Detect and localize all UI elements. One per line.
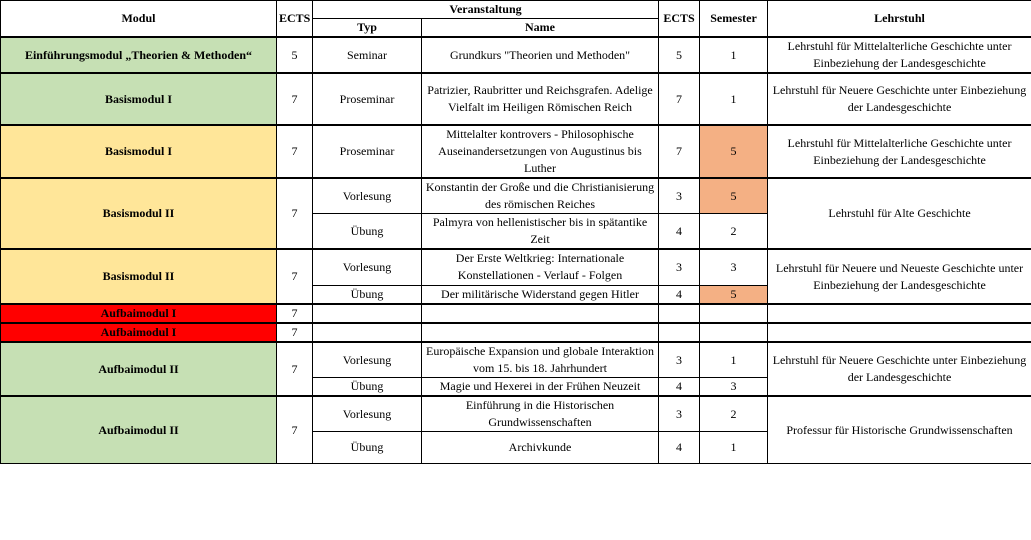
ects-cell: 7 xyxy=(277,323,313,342)
typ-cell: Übung xyxy=(313,432,422,464)
lehrstuhl-cell: Lehrstuhl für Neuere Geschichte unter Einbeziehung der Landesgeschichte xyxy=(768,73,1031,125)
lehrstuhl-cell: Lehrstuhl für Alte Geschichte xyxy=(768,178,1031,249)
modul-cell: Basismodul II xyxy=(1,249,277,304)
table-row xyxy=(1,125,1031,178)
ects-cell: 7 xyxy=(277,73,313,125)
course-ects-cell xyxy=(659,304,700,323)
semester-cell xyxy=(700,323,768,342)
semester-cell: 2 xyxy=(700,214,768,250)
ects-cell: 7 xyxy=(277,125,313,178)
header-name: Name xyxy=(422,19,659,38)
typ-cell: Übung xyxy=(313,285,422,304)
course-ects-cell: 7 xyxy=(659,73,700,125)
name-cell: Konstantin der Große und die Christianisierung des römischen Reiches xyxy=(422,178,659,214)
name-cell: Palmyra von hellenistischer bis in spätantike Zeit xyxy=(422,214,659,250)
ects-cell: 7 xyxy=(277,249,313,304)
typ-cell: Vorlesung xyxy=(313,249,422,285)
header-ects-course: ECTS xyxy=(659,1,700,38)
name-cell: Magie und Hexerei in der Frühen Neuzeit xyxy=(422,378,659,397)
header-semester: Semester xyxy=(700,1,768,38)
name-cell: Archivkunde xyxy=(422,432,659,464)
ects-cell: 7 xyxy=(277,342,313,396)
lehrstuhl-cell: Lehrstuhl für Neuere Geschichte unter Einbeziehung der Landesgeschichte xyxy=(768,342,1031,396)
typ-cell: Seminar xyxy=(313,37,422,73)
name-cell: Grundkurs "Theorien und Methoden" xyxy=(422,37,659,73)
course-ects-cell: 3 xyxy=(659,249,700,285)
semester-cell: 3 xyxy=(700,378,768,397)
course-ects-cell: 4 xyxy=(659,432,700,464)
semester-cell: 5 xyxy=(700,285,768,304)
semester-cell: 1 xyxy=(700,342,768,378)
lehrstuhl-cell xyxy=(768,304,1031,323)
lehrstuhl-cell: Lehrstuhl für Mittelalterliche Geschichte unter Einbeziehung der Landesgeschichte xyxy=(768,37,1031,73)
header-modul: Modul xyxy=(1,1,277,38)
typ-cell: Vorlesung xyxy=(313,396,422,432)
table-row xyxy=(1,249,1031,285)
name-cell: Der Erste Weltkrieg: Internationale Konstellationen - Verlauf - Folgen xyxy=(422,249,659,285)
header-ects: ECTS xyxy=(277,1,313,38)
modul-cell: Aufbaimodul I xyxy=(1,304,277,323)
course-ects-cell: 4 xyxy=(659,214,700,250)
modul-cell: Aufbaimodul I xyxy=(1,323,277,342)
modul-cell: Einführungsmodul „Theorien & Methoden“ xyxy=(1,37,277,73)
course-ects-cell: 3 xyxy=(659,178,700,214)
modul-cell: Basismodul II xyxy=(1,178,277,249)
modul-cell: Aufbaimodul II xyxy=(1,342,277,396)
semester-cell: 5 xyxy=(700,125,768,178)
ects-cell: 7 xyxy=(277,304,313,323)
name-cell: Patrizier, Raubritter und Reichsgrafen. Adelige Vielfalt im Heiligen Römischen Reich xyxy=(422,73,659,125)
modul-cell: Basismodul I xyxy=(1,125,277,178)
ects-cell: 5 xyxy=(277,37,313,73)
semester-cell: 2 xyxy=(700,396,768,432)
name-cell xyxy=(422,323,659,342)
name-cell xyxy=(422,304,659,323)
semester-cell: 5 xyxy=(700,178,768,214)
semester-cell: 1 xyxy=(700,37,768,73)
header-typ: Typ xyxy=(313,19,422,38)
course-ects-cell: 3 xyxy=(659,342,700,378)
typ-cell xyxy=(313,304,422,323)
course-ects-cell: 3 xyxy=(659,396,700,432)
table-row xyxy=(1,323,1031,342)
ects-cell: 7 xyxy=(277,178,313,249)
typ-cell: Übung xyxy=(313,378,422,397)
table-row xyxy=(1,37,1031,73)
header-veranstaltung: Veranstaltung xyxy=(313,1,659,19)
table-row xyxy=(1,73,1031,125)
name-cell: Einführung in die Historischen Grundwissenschaften xyxy=(422,396,659,432)
course-ects-cell xyxy=(659,323,700,342)
semester-cell xyxy=(700,304,768,323)
lehrstuhl-cell: Lehrstuhl für Mittelalterliche Geschichte unter Einbeziehung der Landesgeschichte xyxy=(768,125,1031,178)
table-row xyxy=(1,396,1031,432)
typ-cell: Übung xyxy=(313,214,422,250)
course-ects-cell: 5 xyxy=(659,37,700,73)
typ-cell: Proseminar xyxy=(313,73,422,125)
semester-cell: 3 xyxy=(700,249,768,285)
semester-cell: 1 xyxy=(700,432,768,464)
name-cell: Mittelalter kontrovers - Philosophische Auseinandersetzungen von Augustinus bis Luther xyxy=(422,125,659,178)
table-row xyxy=(1,304,1031,323)
semester-cell: 1 xyxy=(700,73,768,125)
typ-cell: Proseminar xyxy=(313,125,422,178)
table-row xyxy=(1,342,1031,378)
header-lehrstuhl: Lehrstuhl xyxy=(768,1,1031,38)
modul-cell: Basismodul I xyxy=(1,73,277,125)
lehrstuhl-cell xyxy=(768,323,1031,342)
ects-cell: 7 xyxy=(277,396,313,464)
table-row xyxy=(1,178,1031,214)
course-ects-cell: 7 xyxy=(659,125,700,178)
typ-cell xyxy=(313,323,422,342)
lehrstuhl-cell: Professur für Historische Grundwissenschaften xyxy=(768,396,1031,464)
modul-cell: Aufbaimodul II xyxy=(1,396,277,464)
typ-cell: Vorlesung xyxy=(313,342,422,378)
lehrstuhl-cell: Lehrstuhl für Neuere und Neueste Geschichte unter Einbeziehung der Landesgeschichte xyxy=(768,249,1031,304)
typ-cell: Vorlesung xyxy=(313,178,422,214)
course-ects-cell: 4 xyxy=(659,378,700,397)
name-cell: Europäische Expansion und globale Interaktion vom 15. bis 18. Jahrhundert xyxy=(422,342,659,378)
name-cell: Der militärische Widerstand gegen Hitler xyxy=(422,285,659,304)
course-ects-cell: 4 xyxy=(659,285,700,304)
